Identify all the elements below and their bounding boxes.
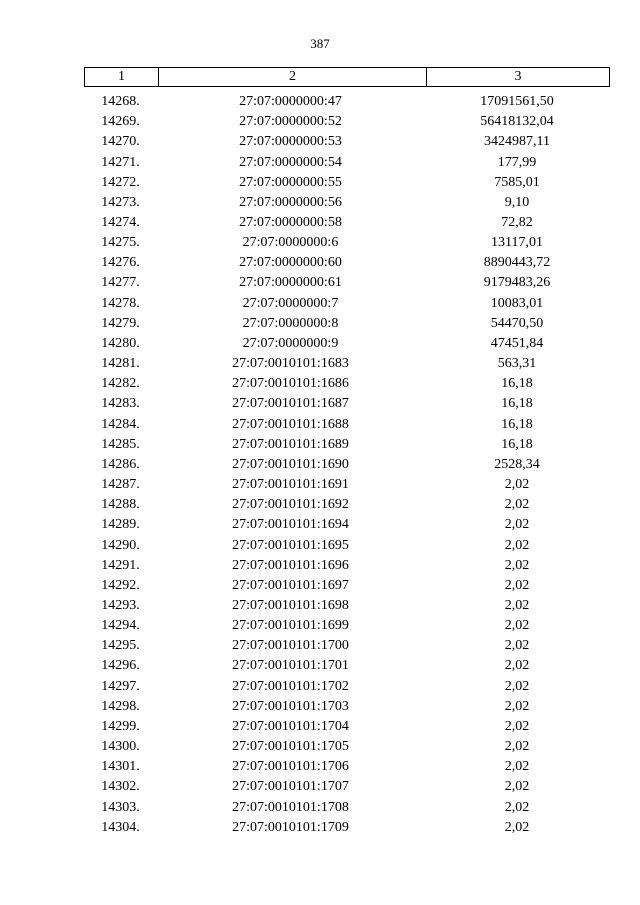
cadastral-number-cell: 27:07:0000000:8	[242, 315, 339, 331]
row-number-cell: 14274.	[101, 215, 140, 231]
table-row	[84, 253, 610, 273]
page-number: 387	[310, 36, 330, 51]
table-row	[84, 193, 610, 213]
value-cell: 72,82	[501, 215, 533, 231]
cadastral-number-cell: 27:07:0010101:1705	[232, 739, 349, 755]
row-number-cell: 14286.	[101, 456, 140, 472]
cadastral-number-cell: 27:07:0010101:1689	[232, 436, 349, 452]
value-cell: 9179483,26	[483, 275, 551, 291]
value-cell: 16,18	[501, 376, 533, 392]
cadastral-number-cell: 27:07:0000000:58	[239, 215, 342, 231]
table-row	[84, 576, 610, 596]
value-cell: 13117,01	[491, 235, 543, 251]
row-number-cell: 14276.	[101, 255, 140, 271]
table-row	[84, 636, 610, 656]
cadastral-number-cell: 27:07:0010101:1698	[232, 597, 349, 613]
value-cell: 54470,50	[490, 315, 544, 331]
cadastral-number-cell: 27:07:0000000:56	[239, 194, 342, 210]
cadastral-number-cell: 27:07:0010101:1706	[232, 759, 349, 775]
value-cell: 2,02	[504, 739, 530, 755]
row-number-cell: 14295.	[101, 638, 140, 654]
cadastral-number-cell: 27:07:0010101:1707	[232, 779, 349, 795]
table-row	[84, 737, 610, 757]
cadastral-number-cell: 27:07:0000000:6	[242, 235, 339, 251]
row-number-cell: 14300.	[101, 739, 140, 755]
value-cell: 10083,01	[490, 295, 544, 311]
table-row	[84, 515, 610, 535]
row-number-cell: 14299.	[101, 718, 140, 734]
table-row	[84, 455, 610, 475]
cadastral-number-cell: 27:07:0000000:9	[242, 335, 339, 351]
cadastral-number-cell: 27:07:0010101:1695	[232, 537, 349, 553]
table-row	[84, 374, 610, 394]
cadastral-number-cell: 27:07:0010101:1700	[232, 638, 349, 654]
value-cell: 2,02	[504, 779, 530, 795]
table-row	[84, 535, 610, 555]
row-number-cell: 14292.	[101, 577, 140, 593]
row-number-cell: 14294.	[101, 618, 140, 634]
cadastral-number-cell: 27:07:0000000:7	[242, 295, 339, 311]
row-number-cell: 14283.	[101, 396, 140, 412]
cadastral-number-cell: 27:07:0010101:1696	[232, 557, 349, 573]
column-header-2: 2	[159, 68, 427, 86]
table-body	[84, 92, 610, 838]
cadastral-number-cell: 27:07:0000000:53	[239, 134, 342, 150]
value-cell: 16,18	[501, 436, 533, 452]
row-number-cell: 14290.	[101, 537, 140, 553]
value-cell: 2,02	[504, 477, 530, 493]
row-number-cell: 14281.	[101, 356, 140, 372]
value-cell: 2,02	[504, 698, 530, 714]
table-row	[84, 656, 610, 676]
cadastral-number-cell: 27:07:0000000:61	[239, 275, 342, 291]
row-number-cell: 14293.	[101, 597, 140, 613]
value-cell: 47451,84	[490, 335, 544, 351]
value-cell: 2,02	[504, 597, 530, 613]
row-number-cell: 14278.	[101, 295, 140, 311]
table-row	[84, 415, 610, 435]
value-cell: 2,02	[504, 678, 530, 694]
cadastral-number-cell: 27:07:0010101:1701	[232, 658, 349, 674]
cadastral-number-cell: 27:07:0000000:52	[239, 114, 342, 130]
value-cell: 8890443,72	[483, 255, 551, 271]
table-row	[84, 717, 610, 737]
table-row	[84, 697, 610, 717]
cadastral-number-cell: 27:07:0010101:1702	[232, 678, 349, 694]
table-row	[84, 818, 610, 838]
row-number-cell: 14284.	[101, 416, 140, 432]
value-cell: 2,02	[504, 658, 530, 674]
table-row	[84, 92, 610, 112]
table-row	[84, 435, 610, 455]
table-row	[84, 677, 610, 697]
cadastral-number-cell: 27:07:0000000:55	[239, 174, 342, 190]
cadastral-number-cell: 27:07:0010101:1688	[232, 416, 349, 432]
value-cell: 17091561,50	[480, 94, 554, 110]
cadastral-number-cell: 27:07:0010101:1692	[232, 497, 349, 513]
cadastral-number-cell: 27:07:0010101:1683	[232, 356, 349, 372]
table-row	[84, 475, 610, 495]
row-number-cell: 14282.	[101, 376, 140, 392]
table-row	[84, 394, 610, 414]
row-number-cell: 14303.	[101, 799, 140, 815]
table-row	[84, 233, 610, 253]
row-number-cell: 14280.	[101, 335, 140, 351]
table-row	[84, 777, 610, 797]
value-cell: 2,02	[504, 799, 530, 815]
row-number-cell: 14302.	[101, 779, 140, 795]
cadastral-number-cell: 27:07:0010101:1709	[232, 819, 349, 835]
value-cell: 2,02	[504, 537, 530, 553]
row-number-cell: 14304.	[101, 819, 140, 835]
column-header-3: 3	[514, 69, 522, 84]
cadastral-number-cell: 27:07:0010101:1699	[232, 618, 349, 634]
row-number-cell: 14270.	[101, 134, 140, 150]
row-number-cell: 14289.	[101, 517, 140, 533]
table-row	[84, 757, 610, 777]
table-row	[84, 616, 610, 636]
value-cell: 177,99	[497, 154, 537, 170]
row-number-cell: 14268.	[101, 94, 140, 110]
value-cell: 9,10	[504, 194, 530, 210]
table-row	[84, 596, 610, 616]
table-row	[84, 173, 610, 193]
value-cell: 16,18	[501, 416, 533, 432]
row-number-cell: 14272.	[101, 174, 140, 190]
cadastral-number-cell: 27:07:0010101:1687	[232, 396, 349, 412]
row-number-cell: 14275.	[101, 235, 140, 251]
value-cell: 2,02	[504, 718, 530, 734]
cadastral-number-cell: 27:07:0000000:60	[239, 255, 342, 271]
table-row	[84, 152, 610, 172]
table-row	[84, 334, 610, 354]
cadastral-number-cell: 27:07:0000000:47	[239, 94, 342, 110]
table-row	[84, 132, 610, 152]
row-number-cell: 14287.	[101, 477, 140, 493]
row-number-cell: 14296.	[101, 658, 140, 674]
table-row	[84, 797, 610, 817]
cadastral-number-cell: 27:07:0010101:1694	[232, 517, 349, 533]
row-number-cell: 14269.	[101, 114, 140, 130]
row-number-cell: 14288.	[101, 497, 140, 513]
table-row	[84, 273, 610, 293]
row-number-cell: 14271.	[101, 154, 140, 170]
cadastral-number-cell: 27:07:0010101:1686	[232, 376, 349, 392]
value-cell: 563,31	[497, 356, 537, 372]
value-cell: 2,02	[504, 557, 530, 573]
cadastral-number-cell: 27:07:0010101:1704	[232, 718, 349, 734]
value-cell: 2,02	[504, 517, 530, 533]
value-cell: 2,02	[504, 759, 530, 775]
row-number-cell: 14298.	[101, 698, 140, 714]
value-cell: 2528,34	[494, 456, 540, 472]
table-row	[84, 354, 610, 374]
row-number-cell: 14291.	[101, 557, 140, 573]
value-cell: 2,02	[504, 618, 530, 634]
table-row	[84, 314, 610, 334]
cadastral-number-cell: 27:07:0010101:1697	[232, 577, 349, 593]
cadastral-number-cell: 27:07:0000000:54	[239, 154, 342, 170]
row-number-cell: 14273.	[101, 194, 140, 210]
value-cell: 16,18	[501, 396, 533, 412]
row-number-cell: 14277.	[101, 275, 140, 291]
value-cell: 56418132,04	[480, 114, 554, 130]
value-cell: 2,02	[504, 819, 530, 835]
cadastral-number-cell: 27:07:0010101:1708	[232, 799, 349, 815]
value-cell: 2,02	[504, 638, 530, 654]
table-header	[84, 67, 610, 87]
row-number-cell: 14297.	[101, 678, 140, 694]
value-cell: 3424987,11	[484, 134, 550, 150]
row-number-cell: 14285.	[101, 436, 140, 452]
column-header-1: 1	[85, 68, 159, 86]
cadastral-number-cell: 27:07:0010101:1703	[232, 698, 349, 714]
table-row	[84, 213, 610, 233]
table-row	[84, 556, 610, 576]
table-row	[84, 112, 610, 132]
table-row	[84, 495, 610, 515]
cadastral-number-cell: 27:07:0010101:1691	[232, 477, 349, 493]
cadastral-number-cell: 27:07:0010101:1690	[232, 456, 349, 472]
row-number-cell: 14279.	[101, 315, 140, 331]
value-cell: 7585,01	[494, 174, 540, 190]
value-cell: 2,02	[504, 577, 530, 593]
value-cell: 2,02	[504, 497, 530, 513]
row-number-cell: 14301.	[101, 759, 140, 775]
table-row	[84, 294, 610, 314]
